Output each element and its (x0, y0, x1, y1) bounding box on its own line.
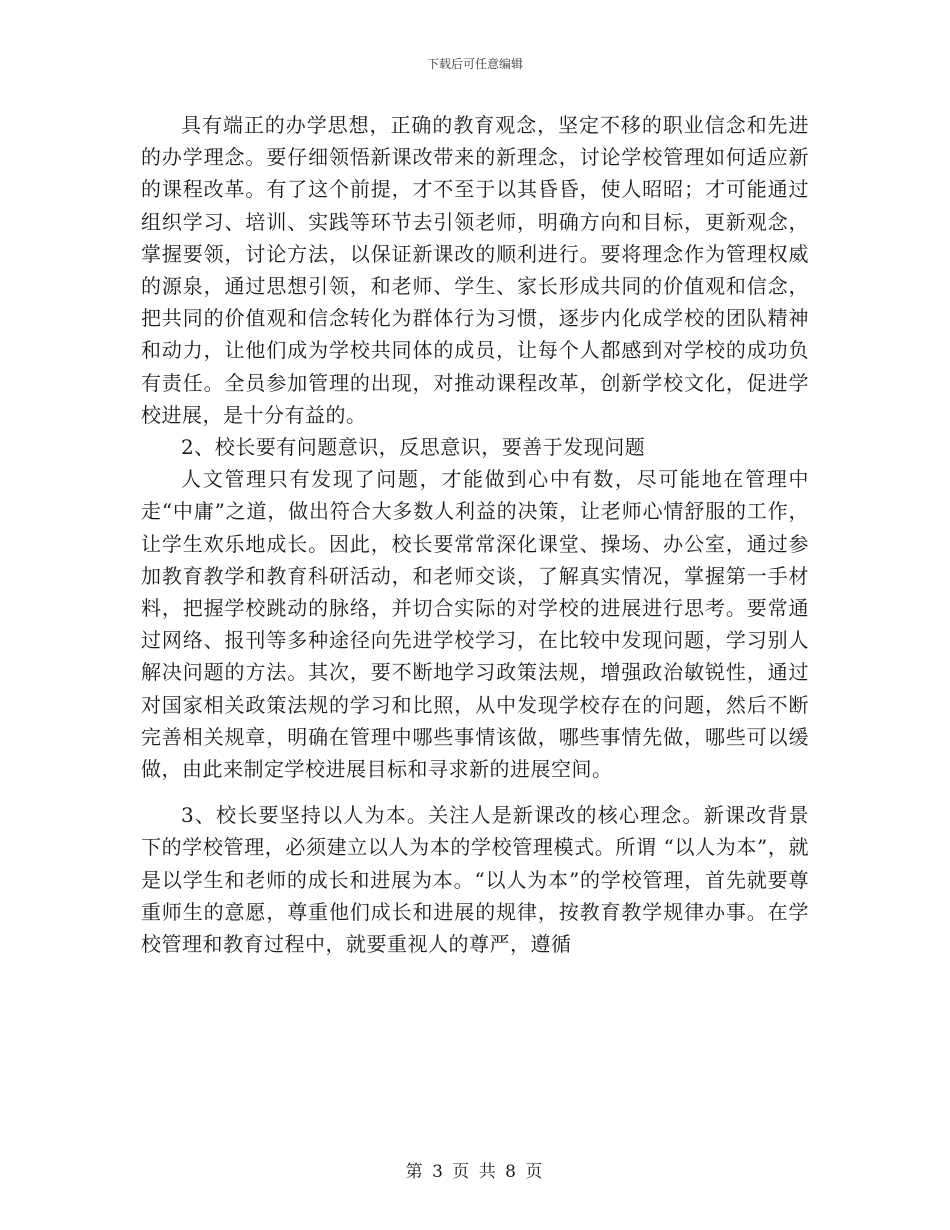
paragraph-vision: 具有端正的办学思想，正确的教育观念，坚定不移的职业信念和先进的办学理念。要仔细领悟新课改带来的新理念，讨论学校管理如何适应新的课程改革。有了这个前提，才不至于以其昏昏，使人昭昭；才可能通过组织学习、培训、实践等环节去引领老师，明确方向和目标，更新观念，掌握要领，讨论方法，以保证新课改的顺利进行。要将理念作为管理权威的源泉，通过思想引领，和老师、学生、家长形成共同的价值观和信念，把共同的价值观和信念转化为群体行为习惯，逐步内化成学校的团队精神和动力，让他们成为学校共同体的成员，让每个人都感到对学校的成功负有责任。全员参加管理的出现，对推动课程改革，创新学校文化，促进学校进展，是十分有益的。 (141, 113, 809, 427)
section-heading-2: 2、校长要有问题意识，反思意识，要善于发现问题 (181, 435, 646, 460)
section-heading-3-paragraph: 3、校长要坚持以人为本。关注人是新课改的核心理念。新课改背景下的学校管理，必须建立以人为本的学校管理模式。所谓 “以人为本”，就是以学生和老师的成长和进展为本。“以人为本”的学校管理，首先就要尊重师生的意愿，尊重他们成长和进展的规律，按教育教学规律办事。在学校管理和教育过程中，就要重视人的尊严，遵循 (141, 803, 809, 957)
document-body (141, 109, 809, 960)
page-header: 下载后可任意编辑 (426, 57, 523, 71)
page-number-footer: 第 3 页 共 8 页 (405, 1162, 545, 1182)
paragraph-problem-awareness: 人文管理只有发现了问题，才能做到心中有数，尽可能地在管理中走“中庸”之道，做出符合大多数人利益的决策，让老师心情舒服的工作，让学生欢乐地成长。因此，校长要常常深化课堂、操场、办公室，通过参加教育教学和教育科研活动，和老师交谈，了解真实情况，掌握第一手材料，把握学校跳动的脉络，并切合实际的对学校的进展进行思考。要常通过网络、报刊等多种途径向先进学校学习，在比较中发现问题，学习别人解决问题的方法。其次，要不断地学习政策法规，增强政治敏锐性，通过对国家相关政策法规的学习和比照，从中发现学校存在的问题，然后不断完善相关规章，明确在管理中哪些事情该做，哪些事情先做，哪些可以缓做，由此来制定学校进展目标和寻求新的进展空间。 (141, 467, 809, 782)
